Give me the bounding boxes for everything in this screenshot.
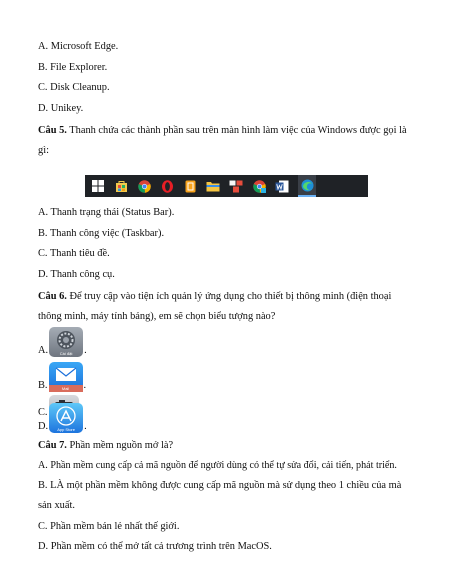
mail-icon-label: Mail: [61, 386, 70, 391]
q6-text: Để truy cập vào tiện ích quản lý ứng dụng cho thiết bị thông minh (điện thoại: [66, 291, 392, 302]
q6-option-a-dot: .: [84, 345, 87, 356]
q6-option-a-label: A.: [38, 345, 49, 356]
app-store-icon-label: App Store: [57, 427, 75, 432]
q7-option-a: A. Phần mềm cung cấp cả mã nguồn để người dùng có thể tự sửa đổi, cải tiến, phát triển.: [38, 460, 397, 471]
q5-question-cont: gì:: [38, 145, 49, 156]
q5-option-c: C. Thanh tiêu đề.: [38, 248, 110, 259]
q5-option-a: A. Thanh trạng thái (Status Bar).: [38, 207, 175, 218]
q4-option-a: A. Microsoft Edge.: [38, 41, 119, 52]
q6-option-c-label: C.: [38, 407, 48, 418]
opera-icon: [160, 179, 174, 193]
q6-option-d-dot: .: [84, 421, 87, 432]
q7-option-b-cont: sản xuất.: [38, 500, 75, 511]
q6-option-a: [38, 327, 87, 357]
edge-icon: [298, 175, 316, 197]
q7-question: [38, 439, 173, 452]
q4-option-d: D. Unikey.: [38, 103, 84, 114]
q5-text: Thanh chứa các thành phần sau trên màn hình làm việc của Windows được gọi là: [66, 125, 407, 136]
bitcoin-icon: [183, 179, 197, 193]
q6-option-d-label: D.: [38, 421, 49, 432]
app-grid-icon: [229, 179, 243, 193]
q7-option-b: B. LÀ một phần mềm không được cung cấp mã nguồn mà sử dụng theo 1 chiều của mà: [38, 480, 402, 491]
q5-option-b: B. Thanh công việc (Taskbar).: [38, 228, 165, 239]
q6-question-cont: thông minh, máy tính bảng), em sẽ chọn biểu tượng nào?: [38, 311, 276, 322]
file-explorer-icon: [206, 179, 220, 193]
app-store-icon: [49, 403, 83, 433]
settings-icon: [49, 327, 83, 357]
q6-label: Câu 6.: [38, 291, 67, 302]
q6-option-b: [38, 362, 86, 392]
q6-option-b-dot: .: [83, 380, 87, 391]
chrome-icon: [137, 179, 151, 193]
q6-option-d: [38, 403, 87, 433]
chrome-alt-icon: [252, 179, 266, 193]
settings-icon-label: Cài đặt: [59, 351, 73, 356]
q4-option-b: B. File Explorer.: [38, 62, 108, 73]
q5-option-d: D. Thanh công cụ.: [38, 269, 115, 280]
q7-text: Phần mềm nguồn mở là?: [66, 440, 174, 451]
q5-label: Câu 5.: [38, 125, 67, 136]
q6-option-b-label: B.: [38, 380, 48, 391]
taskbar-image: [85, 175, 368, 197]
q7-option-c: C. Phần mềm bán lẻ nhất thế giới.: [38, 521, 180, 532]
store-bag-icon: [114, 179, 128, 193]
q7-option-d: D. Phần mềm có thể mở tất cả trương trình trên MacOS.: [38, 541, 272, 552]
q4-option-c: C. Disk Cleanup.: [38, 82, 110, 93]
q6-question: [38, 290, 391, 303]
word-icon: [275, 179, 289, 193]
q7-label: Câu 7.: [38, 440, 67, 451]
q5-question: [38, 124, 407, 137]
mail-icon: [49, 362, 83, 392]
windows-start-icon: [91, 179, 105, 193]
